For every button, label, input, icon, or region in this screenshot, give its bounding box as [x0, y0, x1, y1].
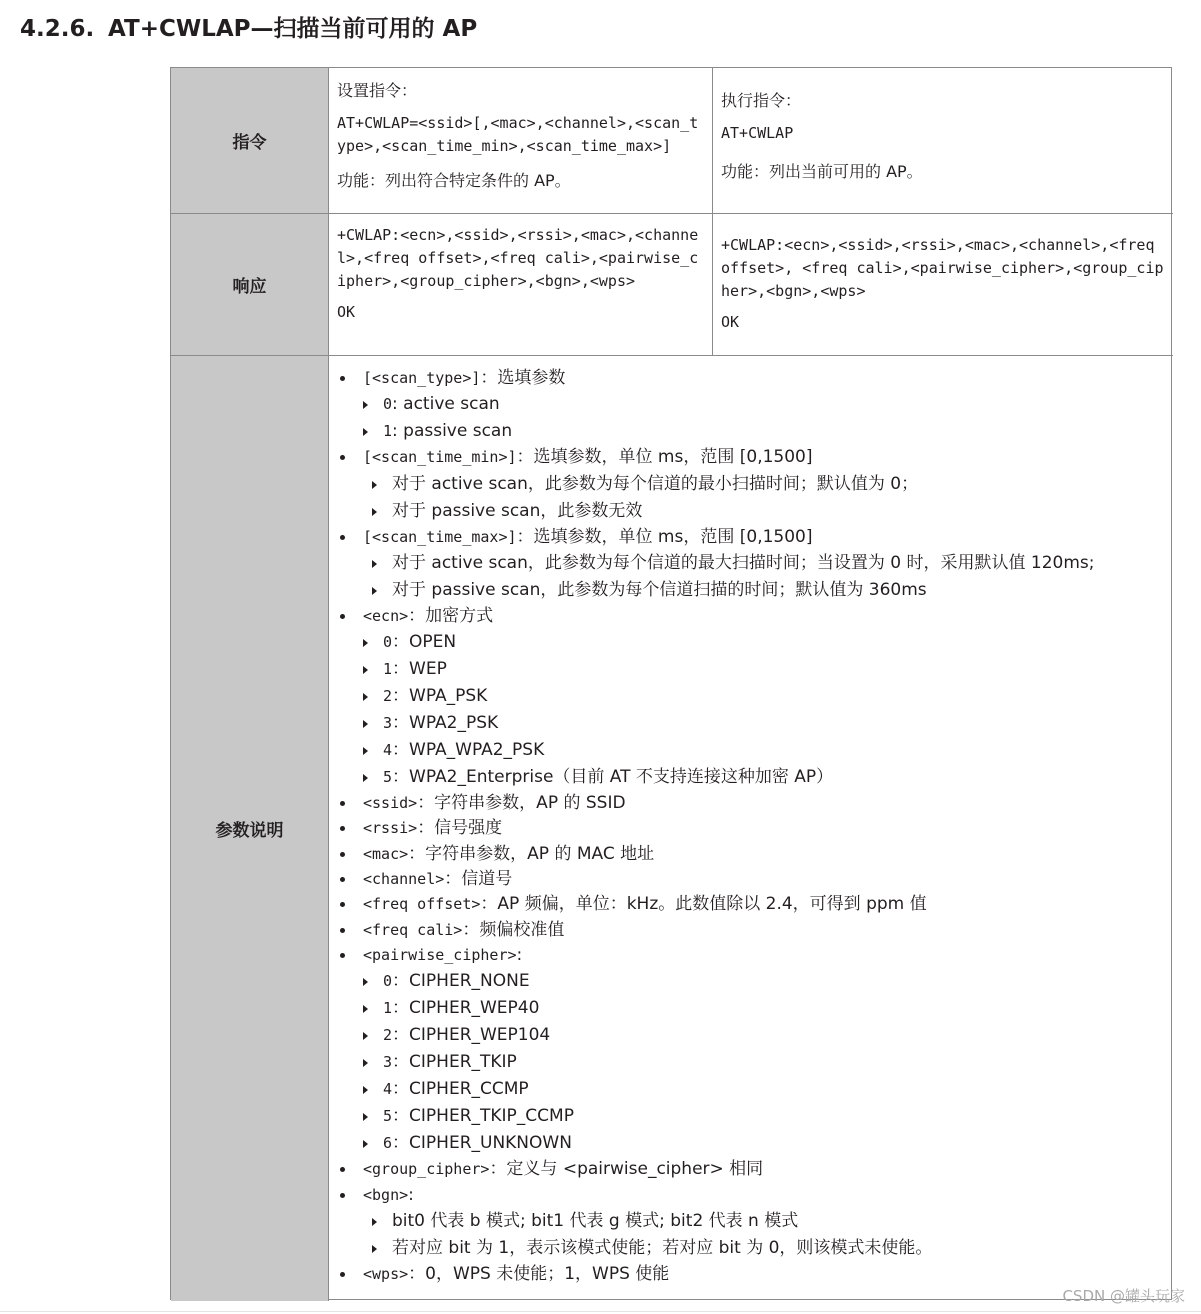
- param-desc: ：字符串参数，AP 的 MAC 地址: [408, 843, 655, 864]
- param-sublist: [363, 550, 1173, 604]
- param-item: [337, 867, 1173, 892]
- param-item: [337, 445, 1173, 524]
- param-subitem-text: 对于 passive scan，此参数为每个信道扫描的时间；默认值为 360ms: [392, 579, 927, 600]
- param-key: <channel>: [363, 870, 445, 889]
- param-subitem-text: 对于 active scan，此参数为每个信道的最大扫描时间；当设置为 0 时，采用默认值 120ms;: [392, 552, 1095, 573]
- param-subitem-key: 5: [383, 1107, 393, 1126]
- param-subitem-key: 2: [383, 687, 393, 706]
- param-subitem: [363, 1049, 1173, 1076]
- param-item: [337, 1183, 1173, 1262]
- param-key: <bgn>: [363, 1185, 409, 1204]
- param-subitem-text: ：WPA2_PSK: [392, 713, 499, 734]
- param-subitem-key: 0: [383, 972, 393, 991]
- param-sublist: [363, 391, 1173, 445]
- param-subitem-text: ：OPEN: [392, 632, 457, 653]
- param-key: <group_cipher>: [363, 1160, 490, 1179]
- set-command-code: AT+CWLAP=<ssid>[,<mac>,<channel>,<scan_type>,<scan_time_min>,<scan_time_max>]: [337, 114, 699, 155]
- param-subitem-text: ：WEP: [392, 659, 447, 680]
- param-subitem-text: ：WPA_WPA2_PSK: [392, 740, 545, 761]
- param-desc: :: [408, 1184, 414, 1205]
- param-desc: ：频偏校准值: [462, 919, 565, 940]
- row-head-params: 参数说明: [171, 356, 329, 1301]
- exec-command-cell: [713, 68, 1173, 214]
- set-response-cell: [329, 214, 713, 356]
- param-desc: :: [516, 944, 523, 965]
- param-subitem: [363, 577, 1173, 604]
- param-subitem-text: ：CIPHER_WEP104: [392, 1025, 551, 1046]
- param-desc: ：0，WPS 未使能；1，WPS 使能: [408, 1263, 670, 1284]
- exec-response-ok: OK: [721, 313, 740, 331]
- param-desc: ：信道号: [444, 869, 513, 890]
- param-key: <rssi>: [363, 819, 418, 838]
- param-desc: ：选填参数: [480, 368, 566, 388]
- param-subitem-text: 对于 active scan，此参数为每个信道的最小扫描时间；默认值为 0；: [392, 473, 919, 494]
- exec-command-code: AT+CWLAP: [721, 124, 794, 142]
- param-key: <mac>: [363, 844, 409, 863]
- param-item: [337, 842, 1173, 867]
- param-subitem-key: 6: [383, 1134, 393, 1153]
- param-subitem-text: ：CIPHER_NONE: [392, 971, 530, 992]
- param-desc: ：选填参数，单位 ms，范围 [0,1500]: [516, 447, 813, 468]
- exec-command-function: 功能：列出当前可用的 AP。: [721, 162, 923, 181]
- bottom-divider: [0, 1311, 1201, 1312]
- exec-response-cell: [713, 214, 1173, 356]
- param-key: [<scan_time_max>]: [363, 527, 517, 546]
- param-subitem: [363, 471, 1173, 498]
- param-subitem-text: 若对应 bit 为 1，表示该模式使能；若对应 bit 为 0，则该模式未使能。: [392, 1237, 933, 1258]
- param-subitem-key: 1: [383, 422, 393, 441]
- param-desc: ：加密方式: [408, 605, 494, 626]
- param-subitem: [363, 1130, 1173, 1157]
- param-sublist: [363, 629, 1173, 791]
- param-key: [<scan_type>]: [363, 369, 481, 387]
- param-subitem: [363, 391, 1173, 418]
- param-key: <ssid>: [363, 794, 418, 813]
- param-item: [337, 918, 1173, 943]
- param-item: [337, 525, 1173, 604]
- param-list: [337, 366, 1173, 1287]
- section-number: 4.2.6.: [20, 16, 95, 42]
- param-subitem-text: ：CIPHER_UNKNOWN: [392, 1133, 572, 1154]
- param-desc: ：定义与 <pairwise_cipher> 相同: [489, 1159, 764, 1180]
- section-heading: AT+CWLAP—扫描当前可用的 AP: [108, 16, 478, 42]
- param-item: [337, 604, 1173, 791]
- param-subitem: [363, 1235, 1173, 1262]
- param-subitem: [363, 968, 1173, 995]
- param-subitem: [363, 1076, 1173, 1103]
- param-subitem-text: ：CIPHER_WEP40: [392, 998, 540, 1019]
- param-subitem-text: 对于 passive scan，此参数无效: [392, 500, 643, 521]
- exec-response-code: +CWLAP:<ecn>,<ssid>,<rssi>,<mac>,<channel>,<freq offset>, <freq cali>,<pairwise_cipher>,<group_cipher>,<bgn>,<wps>: [721, 236, 1164, 300]
- param-subitem-key: 0: [383, 633, 393, 652]
- param-subitem-key: 3: [383, 714, 393, 733]
- watermark: CSDN @罐头玩家: [1062, 1287, 1185, 1305]
- param-subitem: [363, 629, 1173, 656]
- param-subitem: [363, 550, 1173, 577]
- param-item: [337, 943, 1173, 1157]
- param-subitem: [363, 656, 1173, 683]
- param-item: [337, 816, 1173, 841]
- param-sublist: [363, 1208, 1173, 1262]
- param-subitem-text: ：WPA2_Enterprise（目前 AT 不支持连接这种加密 AP）: [392, 767, 834, 788]
- set-response-code: +CWLAP:<ecn>,<ssid>,<rssi>,<mac>,<channel>,<freq offset>,<freq cali>,<pairwise_cipher>,<group_cipher>,<bgn>,<wps>: [337, 226, 699, 290]
- param-subitem-text: ：CIPHER_CCMP: [392, 1079, 529, 1100]
- section-title: [20, 10, 477, 43]
- param-subitem-key: 3: [383, 1053, 393, 1072]
- param-item: [337, 366, 1173, 445]
- param-subitem-text: : passive scan: [392, 421, 513, 442]
- param-subitem-text: : active scan: [392, 394, 500, 415]
- param-subitem-key: 5: [383, 768, 393, 787]
- param-desc: ：字符串参数，AP 的 SSID: [417, 793, 626, 814]
- param-subitem: [363, 1022, 1173, 1049]
- param-sublist: [363, 471, 1173, 525]
- param-desc: ：选填参数，单位 ms，范围 [0,1500]: [516, 526, 813, 547]
- param-subitem-key: 1: [383, 999, 393, 1018]
- param-desc: ：信号强度: [417, 818, 503, 839]
- command-table: [170, 67, 1172, 1300]
- param-key: <wps>: [363, 1264, 409, 1283]
- param-key: <freq offset>: [363, 895, 481, 914]
- param-subitem: [363, 995, 1173, 1022]
- set-command-function: 功能：列出符合特定条件的 AP。: [337, 171, 571, 190]
- param-item: [337, 791, 1173, 816]
- param-subitem-key: 0: [383, 395, 393, 414]
- param-key: <pairwise_cipher>: [363, 945, 517, 964]
- params-cell: [329, 356, 1173, 1301]
- param-subitem-key: 1: [383, 660, 393, 679]
- row-head-response: 响应: [171, 214, 329, 356]
- set-command-cell: [329, 68, 713, 214]
- param-subitem-text: ：CIPHER_TKIP_CCMP: [392, 1106, 574, 1127]
- param-key: [<scan_time_min>]: [363, 448, 517, 467]
- param-subitem: [363, 737, 1173, 764]
- set-response-ok: OK: [337, 303, 356, 321]
- param-key: <ecn>: [363, 606, 409, 625]
- param-subitem: [363, 498, 1173, 525]
- param-subitem-key: 4: [383, 1080, 393, 1099]
- param-subitem: [363, 1208, 1173, 1235]
- param-item: [337, 892, 1173, 917]
- param-subitem: [363, 418, 1173, 445]
- param-subitem-text: bit0 代表 b 模式; bit1 代表 g 模式; bit2 代表 n 模式: [392, 1210, 799, 1231]
- param-item: [337, 1157, 1173, 1182]
- param-subitem: [363, 1103, 1173, 1130]
- param-sublist: [363, 968, 1173, 1157]
- param-item: [337, 1262, 1173, 1287]
- param-subitem-key: 4: [383, 741, 393, 760]
- param-subitem-text: ：CIPHER_TKIP: [392, 1052, 517, 1073]
- param-key: <freq cali>: [363, 920, 463, 939]
- param-subitem: [363, 764, 1173, 791]
- param-subitem-key: 2: [383, 1026, 393, 1045]
- param-subitem-text: ：WPA_PSK: [392, 686, 488, 707]
- set-command-label: 设置指令：: [337, 81, 418, 100]
- row-head-command: 指令: [171, 68, 329, 214]
- exec-command-label: 执行指令：: [721, 91, 802, 110]
- param-subitem: [363, 710, 1173, 737]
- param-desc: ：AP 频偏，单位：kHz。此数值除以 2.4，可得到 ppm 值: [480, 894, 927, 915]
- param-subitem: [363, 683, 1173, 710]
